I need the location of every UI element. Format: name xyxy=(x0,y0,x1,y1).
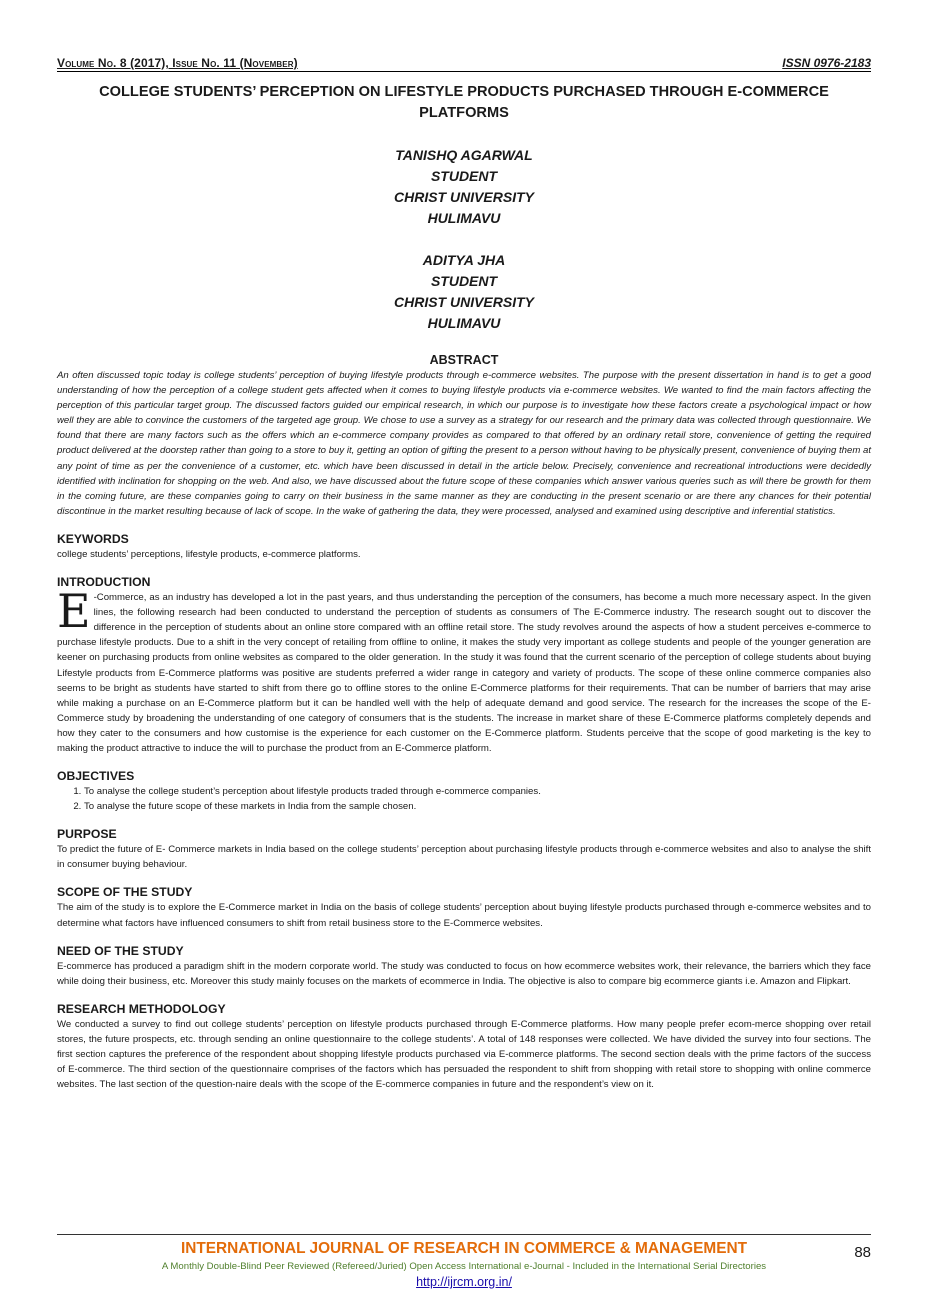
page-number: 88 xyxy=(854,1244,871,1261)
running-header xyxy=(57,56,871,72)
scope-text: The aim of the study is to explore the E-Commerce market in India on the basis of college students’ perception about buying lifestyle products purchased through e-commerce websites and to determine what factors have influenced consumers to shift from retail business store to the E-Commerce websites. xyxy=(57,902,871,929)
paper-page xyxy=(57,56,871,1092)
author-role: STUDENT xyxy=(430,168,498,184)
paper-title: COLLEGE STUDENTS’ PERCEPTION ON LIFESTYLE PRODUCTS PURCHASED THROUGH E-COMMERCE PLATFORMS xyxy=(99,84,829,121)
author-place: HULIMAVU xyxy=(427,210,501,226)
author-1 xyxy=(57,145,871,229)
author-place: HULIMAVU xyxy=(427,315,501,331)
keywords-text: college students’ perceptions, lifestyle products, e-commerce platforms. xyxy=(57,548,361,560)
issn: ISSN 0976-2183 xyxy=(782,56,871,70)
author-name: TANISHQ AGARWAL xyxy=(395,147,533,163)
journal-url xyxy=(57,1275,871,1289)
author-block xyxy=(57,145,871,334)
volume-issue: Volume No. 8 (2017), Issue No. 11 (November) xyxy=(57,56,298,70)
keywords-heading: KEYWORDS xyxy=(57,531,129,546)
scope-heading: SCOPE OF THE STUDY xyxy=(57,885,193,900)
introduction-heading: INTRODUCTION xyxy=(57,575,151,590)
objectives-heading: OBJECTIVES xyxy=(57,769,135,784)
author-2 xyxy=(57,250,871,334)
objectives-list xyxy=(57,784,871,814)
journal-tagline: A Monthly Double-Blind Peer Reviewed (Refereed/Juried) Open Access International e-Journal - Included in the International Serial Directories xyxy=(161,1261,767,1272)
need-heading: NEED OF THE STUDY xyxy=(57,943,184,958)
author-name: ADITYA JHA xyxy=(422,252,506,268)
abstract-text: An often discussed topic today is college students’ perception of buying lifestyle products through e-commerce websites. The purpose with the present dissertation in hand is to get a good understanding of how the perception of a college student gets affected when it comes to buying lifestyle products via e-commerce websites. We wanted to find the main factors affecting the perception of this particular target group. The discussed factors guided our empirical research, in which our purpose is to investigate how these factors create a psychological impact or how well they are able to convince the customers of the targeted age group. We chose to use a survey as a strategy for our research and the primary data was collected through questionnaire. We found that there are many factors such as the offers which an e-commerce company provides as compared to that offered by an ordinary retail store, convenience of getting the required product delivered at the doorstep rather than going to a store to buy it, getting an option of gifting the present to a person without having to be physically present, convenience of buying them at any point of time as per the convenience of a customer, etc. which have been discussed in detail in the article below. Precisely, convenience and recreational introductions were decidedly identified with inclination for shopping on the web. And also, we have discussed about the future scope of these companies which answer various queries such as will there be growth for them in the coming future, are these companies going to carry on their business in the same manner as they are conducting in the present scenario or are there any chances for their potential discontinue in the market resulting because of lack of scope. In the wake of gathering the data, they were processed, analysed and examined using descriptive and inferential statistics. xyxy=(57,370,871,517)
introduction-text: -Commerce, as an industry has developed a lot in the past years, and thus understanding the perception of the consumers, has become a much more necessary aspect. In the given lines, the following research had been conducted to understand the perception of students as consumers of The E-Commerce industry. The research sought out to discover the difference in the perception of students about an online store compared with an offline retail store. The study revolves around the aspects of how a student perceives e-commerce to purchase lifestyle products. Due to a shift in the very concept of retailing from offline to online, it makes the study very important as college students and people of the younger generation are keener on purchasing products from online websites as compared to the older generation. In the study it was found that the current scenario of the perception of college students about buying Lifestyle products from E-Commerce platforms was positive are students preferred a wider range in category and variety of products. The scope of these online commerce companies also seems to be bright as students have started to shift from there go to offline stores to the online E-Commerce platforms for their requirements. That can be number of barriers that may arise while making a purchase on an E-Commerce platform but it can be handled well with the help of adequate demand and good service. The research for the increases the scope of the E-Commerce study by broadening the understanding of one category of consumers that is the students. The increase in market share of these E-Commerce platforms completely depends and how they cater to the consumers and how customise is the experience for each customer on the E-Commerce platform. Students perceive that the scope of good marketing is the key to making the product attractive to induce the will to purchase the product from an E-Commerce platform. xyxy=(57,592,871,754)
drop-cap: E xyxy=(57,584,91,639)
methodology-heading: RESEARCH METHODOLOGY xyxy=(57,1001,226,1016)
purpose-text: To predict the future of E- Commerce markets in India based on the college students’ perception about purchasing lifestyle products through e-commerce websites and also to analyse the shift in consumer buying behaviour. xyxy=(57,844,871,871)
author-institution: CHRIST UNIVERSITY xyxy=(393,189,534,205)
journal-link[interactable]: http://ijrcm.org.in/ xyxy=(416,1275,512,1289)
journal-name: INTERNATIONAL JOURNAL OF RESEARCH IN COMMERCE & MANAGEMENT xyxy=(180,1240,748,1257)
purpose-heading: PURPOSE xyxy=(57,827,117,842)
page-footer xyxy=(57,1234,871,1289)
methodology-text: We conducted a survey to find out college students’ perception on lifestyle products purchased through E-Commerce platforms. How many people prefer ecom-merce shopping over retail stores, the future prospects, etc. through sending an online questionnaire to the college students’. A total of 148 responses were collected. We have divided the survey into four sections. The first section captures the preference of the respondent about shopping lifestyle products purchased via E-commerce platforms. The second section deals with the prime factors of the success of E-commerce. The third section of the questionnaire comprises of the factors which has persuaded the respondent to shift from shopping with retail store to shopping with online commerce websites. The last section of the question-naire deals with the scope of the E-commerce companies in future and the respondent’s view on it. xyxy=(57,1018,871,1091)
author-role: STUDENT xyxy=(430,273,498,289)
objective-item: 1. To analyse the college student’s perception about lifestyle products traded through e-commerce companies. xyxy=(84,784,871,799)
abstract-heading: ABSTRACT xyxy=(429,353,499,367)
introduction-paragraph xyxy=(57,584,871,756)
author-institution: CHRIST UNIVERSITY xyxy=(393,294,534,310)
objective-item: 2. To analyse the future scope of these markets in India from the sample chosen. xyxy=(84,799,871,814)
need-text: E-commerce has produced a paradigm shift in the modern corporate world. The study was conducted to focus on how ecommerce websites work, their relevance, the barriers which they face while doing their business, etc. Moreover this study mainly focuses on the markets of ecommerce in India. The objective is also to compare big ecommerce giants i.e. Amazon and Flipkart. xyxy=(57,960,871,987)
